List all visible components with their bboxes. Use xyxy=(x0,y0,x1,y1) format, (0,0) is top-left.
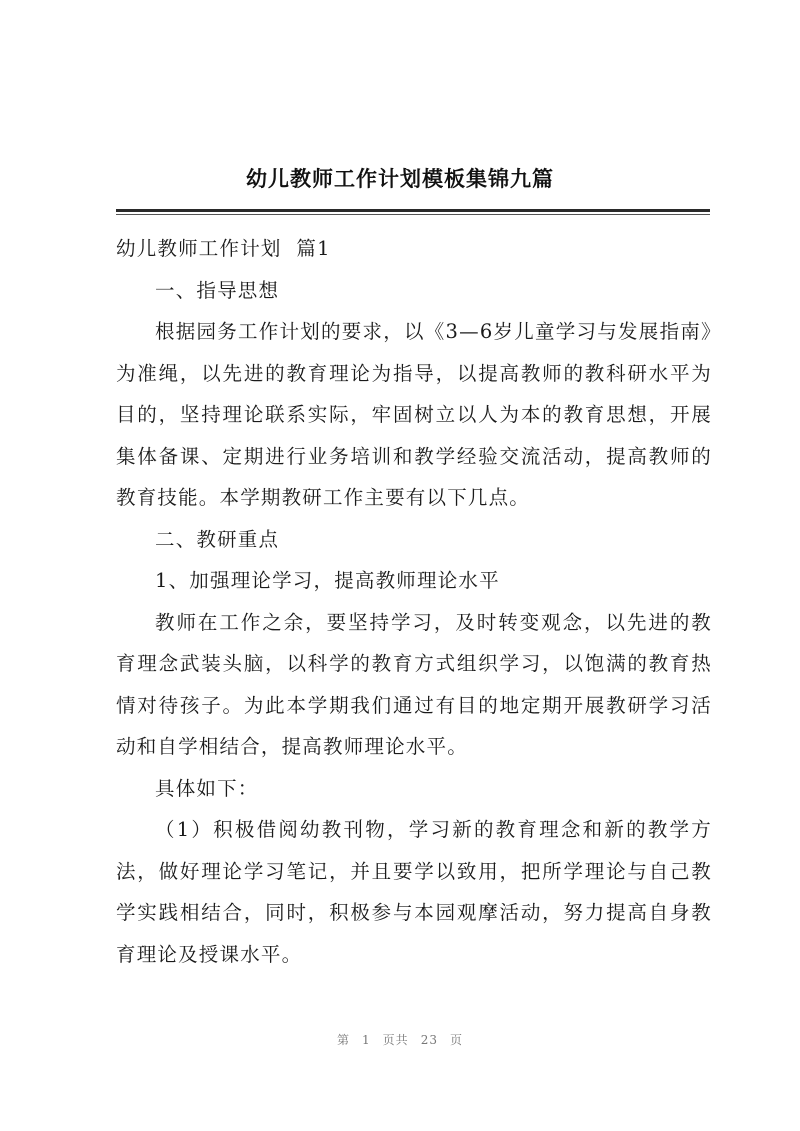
document-title: 幼儿教师工作计划模板集锦九篇 xyxy=(246,166,554,191)
subheading-theory-study: 1、加强理论学习，提高教师理论水平 xyxy=(155,569,500,592)
title-underline-thick xyxy=(116,209,710,212)
footer-label-end: 页 xyxy=(449,1033,463,1047)
heading-guiding-thought: 一、指导思想 xyxy=(155,278,280,302)
footer-label-of: 页共 xyxy=(382,1033,409,1047)
page-footer xyxy=(0,1031,800,1048)
footer-label-page: 第 xyxy=(337,1033,351,1047)
footer-total-pages: 23 xyxy=(420,1033,438,1047)
title-underline-thin xyxy=(116,214,710,215)
paragraph-details-intro: 具体如下： xyxy=(155,776,259,800)
footer-current-page: 1 xyxy=(362,1033,371,1047)
heading-research-focus: 二、教研重点 xyxy=(155,527,280,551)
section-heading: 幼儿教师工作计划 篇1 xyxy=(116,237,331,260)
paragraph-theory-study: 教师在工作之余，要坚持学习，及时转变观念，以先进的教育理念武装头脑，以科学的教育方式组织学习，以饱满的教育热情对待孩子。为此本学期我们通过有目的地定期开展教研学习活动和自学相结合，提高教师理论水平。 xyxy=(116,610,712,758)
paragraph-guiding-thought: 根据园务工作计划的要求，以《3—6岁儿童学习与发展指南》为准绳，以先进的教育理论为指导，以提高教师的教科研水平为目的，坚持理论联系实际，牢固树立以人为本的教育思想，开展集体备课、定期进行业务培训和教学经验交流活动，提高教师的教育技能。本学期教研工作主要有以下几点。 xyxy=(116,320,712,509)
document-body xyxy=(116,228,712,975)
paragraph-item-1: （1）积极借阅幼教刊物，学习新的教育理念和新的教学方法，做好理论学习笔记，并且要学以致用，把所学理论与自己教学实践相结合，同时，积极参与本园观摩活动，努力提高自身教育理论及授课水平。 xyxy=(116,818,712,966)
